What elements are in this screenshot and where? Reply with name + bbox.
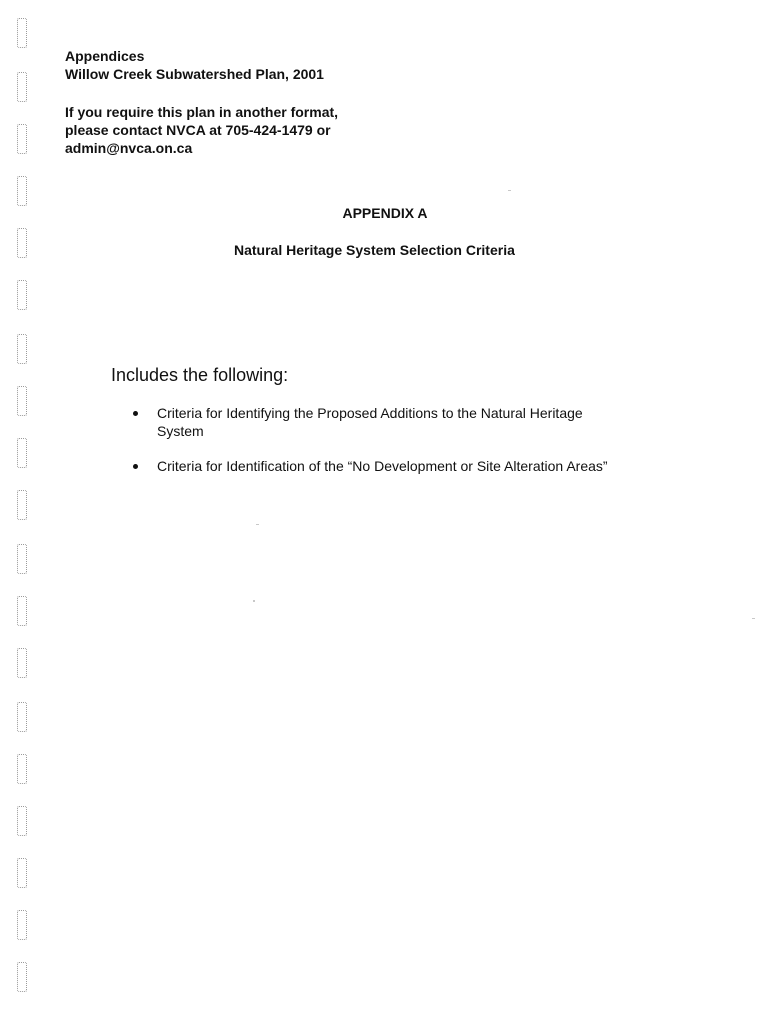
header-line-appendices: Appendices	[65, 48, 145, 64]
bullet-icon	[133, 464, 138, 469]
list-item-line: Criteria for Identifying the Proposed Additions to the Natural Heritage	[157, 405, 583, 421]
binder-hole	[17, 386, 27, 416]
header-line-plan-title: Willow Creek Subwatershed Plan, 2001	[65, 66, 324, 82]
binder-hole-marks	[17, 14, 33, 1014]
binder-hole	[17, 228, 27, 258]
binder-hole	[17, 334, 27, 364]
scan-speck	[752, 618, 755, 619]
binder-hole	[17, 438, 27, 468]
binder-hole	[17, 806, 27, 836]
list-item-line: System	[157, 423, 204, 439]
contact-line-1: If you require this plan in another format,	[65, 104, 339, 120]
bullet-icon	[133, 411, 138, 416]
binder-hole	[17, 280, 27, 310]
scan-speck	[256, 524, 259, 525]
binder-hole	[17, 702, 27, 732]
list-item-line: Criteria for Identification of the “No Development or Site Alteration Areas”	[157, 458, 608, 474]
scan-speck	[253, 600, 255, 602]
binder-hole	[17, 18, 27, 48]
appendix-title: Natural Heritage System Selection Criteria	[234, 242, 515, 258]
binder-hole	[17, 490, 27, 520]
appendix-label: APPENDIX A	[342, 205, 428, 221]
binder-hole	[17, 858, 27, 888]
binder-hole	[17, 72, 27, 102]
binder-hole	[17, 910, 27, 940]
appendix-label-container	[0, 204, 770, 222]
list-item	[130, 404, 690, 440]
contact-line-3: admin@nvca.on.ca	[65, 140, 193, 156]
binder-hole	[17, 176, 27, 206]
binder-hole	[17, 754, 27, 784]
contact-line-2: please contact NVCA at 705-424-1479 or	[65, 122, 331, 138]
binder-hole	[17, 648, 27, 678]
document-header	[65, 47, 324, 83]
binder-hole	[17, 544, 27, 574]
binder-hole	[17, 596, 27, 626]
list-item	[130, 457, 690, 475]
includes-list	[130, 404, 690, 492]
contact-notice	[65, 103, 338, 157]
binder-hole	[17, 124, 27, 154]
includes-heading: Includes the following:	[111, 365, 289, 385]
binder-hole	[17, 962, 27, 992]
scan-speck	[508, 190, 511, 191]
